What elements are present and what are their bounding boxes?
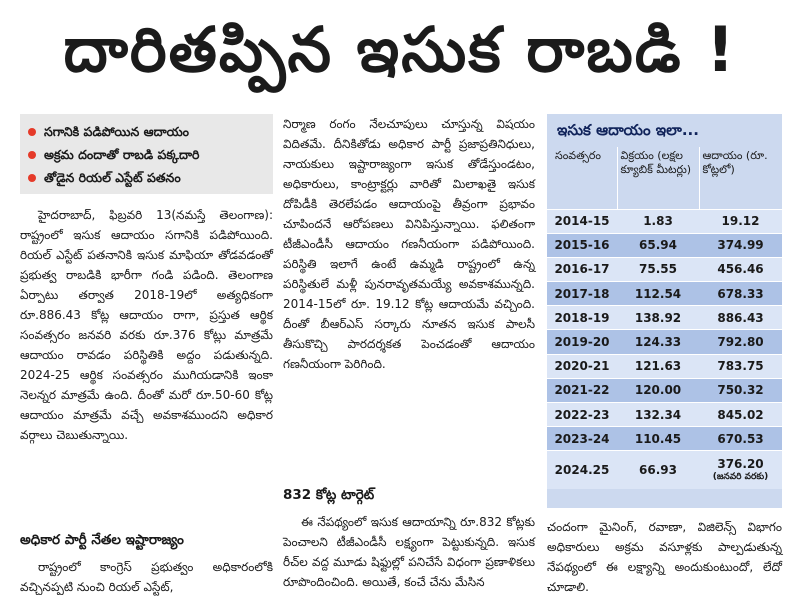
article-column-2-lower (283, 484, 535, 592)
cell-year: 2019-20 (547, 330, 617, 354)
table-header-row (547, 147, 782, 209)
header-sales: విక్రయం (లక్షల క్యూబిక్‌ మీటర్లు) (617, 147, 699, 209)
table-row (547, 233, 782, 257)
highlights-box (20, 114, 273, 194)
subheading-ruling-party: అధికార పార్టీ నేతల ఇష్టారాజ్యం (20, 532, 184, 548)
highlight-item (28, 166, 267, 189)
cell-revenue (699, 451, 782, 489)
cell-year: 2014-15 (547, 209, 617, 233)
table-row (547, 378, 782, 402)
cell-revenue: 374.99 (699, 233, 782, 257)
table-row (547, 282, 782, 306)
highlight-item (28, 120, 267, 143)
cell-year: 2024.25 (547, 451, 617, 489)
bullet-dot-icon (28, 151, 36, 159)
table-row (547, 306, 782, 330)
table-row (547, 427, 782, 451)
cell-revenue: 783.75 (699, 354, 782, 378)
cell-sales: 65.94 (617, 233, 699, 257)
cell-year: 2015-16 (547, 233, 617, 257)
cell-revenue: 886.43 (699, 306, 782, 330)
highlight-text: అక్రమ దందాతో రాబడి పక్కదారి (44, 147, 200, 162)
cell-sales: 66.93 (617, 451, 699, 489)
sand-revenue-table (547, 147, 782, 489)
cell-revenue: 750.32 (699, 378, 782, 402)
article-column-1-lower (20, 529, 273, 597)
cell-revenue: 456.46 (699, 257, 782, 281)
cell-year: 2021-22 (547, 378, 617, 402)
revenue-value: 376.20 (717, 457, 764, 472)
cell-sales: 124.33 (617, 330, 699, 354)
cell-revenue: 792.80 (699, 330, 782, 354)
article-column-1 (20, 205, 273, 445)
cell-revenue: 678.33 (699, 282, 782, 306)
cell-sales: 132.34 (617, 403, 699, 427)
cell-year: 2023-24 (547, 427, 617, 451)
article-paragraph: రాష్ట్రంలో కాంగ్రెస్‌ ప్రభుత్వం అధికారంలోకి వచ్చినప్పటి నుంచి రియల్‌ ఎస్టేట్‌, (20, 560, 273, 594)
cell-year: 2016-17 (547, 257, 617, 281)
header-revenue: ఆదాయం (రూ. కోట్లలో) (702, 149, 768, 176)
cell-year: 2022-23 (547, 403, 617, 427)
bullet-dot-icon (28, 128, 36, 136)
highlight-item (28, 143, 267, 166)
cell-year: 2020-21 (547, 354, 617, 378)
cell-sales: 112.54 (617, 282, 699, 306)
table-row (547, 330, 782, 354)
revenue-note: (జనవరి వరకు) (712, 472, 769, 483)
table-row (547, 451, 782, 489)
highlight-text: సగానికి పడిపోయిన ఆదాయం (44, 124, 190, 139)
table-row (547, 209, 782, 233)
article-paragraph: చందంగా మైనింగ్‌, రవాణా, విజిలెన్స్‌ విభాగం అధికారులు అక్రమ వసూళ్లకు పాల్పడుతున్న నేపథ్యంలో ఈ లక్ష్యాన్ని అందుకుంటుందో, లేదో చూడాలి. (547, 520, 782, 594)
article-column-3 (547, 517, 782, 597)
table-row (547, 403, 782, 427)
article-column-2 (283, 114, 535, 374)
cell-sales: 75.55 (617, 257, 699, 281)
header-year: సంవత్సరం (547, 147, 617, 209)
cell-sales: 120.00 (617, 378, 699, 402)
cell-year: 2018-19 (547, 306, 617, 330)
table-row (547, 354, 782, 378)
table-title: ఇసుక ఆదాయం ఇలా... (557, 121, 699, 139)
sand-revenue-table-box (547, 114, 782, 508)
cell-revenue: 845.02 (699, 403, 782, 427)
cell-sales: 1.83 (617, 209, 699, 233)
article-paragraph: నిర్మాణ రంగం నేలచూపులు చూస్తున్న విషయం విదితమే. దీనికితోడు అధికార పార్టీ ప్రజాప్రతినిధులు, నాయకులు ఇష్టారాజ్యంగా ఇసుక తోడేస్తుండటం, అధికారులు, కాంట్రాక్టర్లు వారితో మిలాఖతై ఇసుక దోపిడీకి తెరలేపడం ఆదాయంపై తీవ్రంగా ప్రభావం చూపిందనే ఆరోపణలు వినిపిస్తున్నాయి. ఫలితంగా టీజీఎండీసీ ఆదాయం గణనీయంగా పడిపోయింది. పరిస్థితి ఇలాగే ఉంటే ఉమ్మడి రాష్ట్రంలో ఉన్న పరిస్థితులే మళ్లీ పునరావృతమయ్యే అవకాశమున్నది. 2014-15లో రూ. 19.12 కోట్ల ఆదాయమే వచ్చింది. దీంతో బీఆర్‌ఎస్‌ సర్కారు నూతన ఇసుక పాలసీ తీసుకొచ్చి పారదర్శకత పెంచడంతో ఆదాయం గణనీయంగా పెరిగింది. (283, 117, 535, 371)
cell-sales: 138.92 (617, 306, 699, 330)
bullet-dot-icon (28, 174, 36, 182)
cell-year: 2017-18 (547, 282, 617, 306)
cell-revenue: 19.12 (699, 209, 782, 233)
subheading-target: 832 కోట్ల టార్గెట్‌ (283, 487, 375, 503)
article-paragraph: ఈ నేపథ్యంలో ఇసుక ఆదాయాన్ని రూ.832 కోట్లకు పెంచాలని టీజీఎండీసీ లక్ష్యంగా పెట్టుకున్నది. ఇసుక రీచ్‌ల వద్ద మూడు షిఫ్టుల్లో పనిచేసే విధంగా ప్రణాళికలు రూపొందించింది. అయితే, కంచే చేను మేసిన (283, 515, 535, 589)
cell-revenue: 670.53 (699, 427, 782, 451)
table-row (547, 257, 782, 281)
cell-sales: 121.63 (617, 354, 699, 378)
highlight-text: తోడైన రియల్‌ ఎస్టేట్‌ పతనం (44, 170, 181, 185)
article-paragraph: హైదరాబాద్‌, ఫిబ్రవరి 13(నమస్తే తెలంగాణ): రాష్ట్రంలో ఇసుక ఆదాయం సగానికి పడిపోయింది. రియల్‌ ఎస్టేట్‌ పతనానికి ఇసుక మాఫియా తోడవడంతో ప్రభుత్వ రాబడికి భారీగా గండి పడింది. తెలంగాణ ఏర్పాటు తర్వాత 2018-19లో అత్యధికంగా రూ.886.43 కోట్ల ఆదాయం రాగా, ప్రస్తుత ఆర్థిక సంవత్సరం జనవరి వరకు రూ.376 కోట్లు మాత్రమే ఆదాయం రావడం పరిస్థితికి అద్దం పడుతున్నది. 2024-25 ఆర్థిక సంవత్సరం ముగియడానికి ఇంకా నెలన్నర మాత్రమే ఉంది. దీంతో మరో రూ.50-60 కోట్ల ఆదాయం మాత్రమే వచ్చే అవకాశముందని అధికార వర్గాలు చెబుతున్నాయి. (20, 208, 273, 442)
headline: దారితప్పిన ఇసుక రాబడి ! (63, 13, 737, 86)
cell-sales: 110.45 (617, 427, 699, 451)
